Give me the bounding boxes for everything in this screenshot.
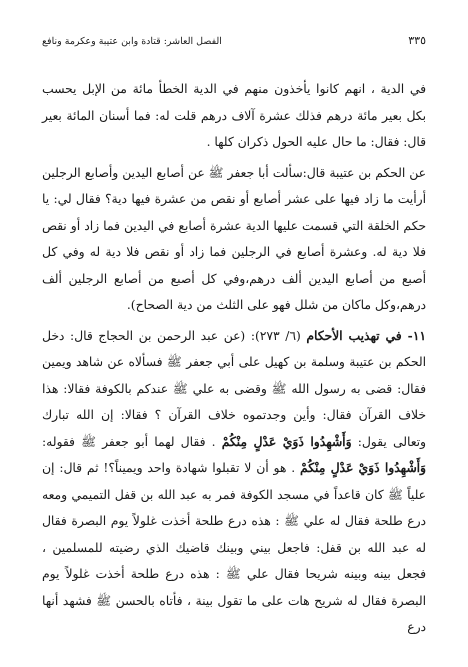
running-title: الفصل العاشر: قتادة وابن عتيبة وعكرمة ونافع xyxy=(42,36,222,47)
source-reference: (٦/ ٢٧٣): xyxy=(245,328,307,343)
narration-text: (عن عبد الرحمن بن الحجاج قال: دخل الحكم بن عتيبة وسلمة بن كهيل على أبي جعفر ﷺ فسألاه عن شاهد ويمين فقال: قضى به رسول الله ﷺ وقضى به علي ﷺ عندكم بالكوفة فقالا: هذا خلاف القرآن فقال: وأين وجدتموه خلاف القرآن ؟ فقالا: إن الله تبارك وتعالى يقول: xyxy=(42,328,426,449)
narration-text: . هو أن لا تقبلوا شهادة واحد ويميناً؟! ثم قال: إن علياً ﷺ كان قاعداً في مسجد الكوفة فمر به عبد الله بن قفل التميمي ومعه درع طلحة فقال له علي ﷺ : هذه درع طلحة أخذت غلولاً يوم البصرة فقال له عبد الله بن قفل: فاجعل بيني وبينك قاضيك الذي رضيته للمسلمين ، فجعل بينه وبينه شريحا فقال علي ﷺ : هذه درع طلحة أخذت غلولاً يوم البصرة فقال له شريح هات على ما تقول بينة ، فأتاه بالحسن ﷺ فشهد أنها درع xyxy=(42,461,426,634)
paragraph-diya-camels: في الدية ، انهم كانوا يأخذون منهم في الدية الخطأ مائة من الإبل يحسب بكل بعير مائة درهم فذلك عشرة آلاف درهم قلت له: فما أسنان المائة بعير قال: فقال: ما حال عليه الحول ذكران كلها . xyxy=(42,82,426,149)
narration-text: . فقال لهما أبو جعفر ﷺ فقوله: xyxy=(42,434,222,449)
page-header xyxy=(42,34,426,50)
quran-quote: وَأَشْهِدُوا ذَوَيْ عَدْلٍ مِنْكُمْ xyxy=(221,433,352,449)
page-number: ٣٣٥ xyxy=(408,34,426,47)
page-body xyxy=(42,76,426,641)
paragraph-witness-oath xyxy=(42,323,426,641)
quran-quote: وَأَشْهِدُوا ذَوَيْ عَدْلٍ مِنْكُمْ xyxy=(300,460,426,475)
hadith-number-source: ١١- في تهذيب الأحكام xyxy=(306,327,426,343)
paragraph-fingers-diya: عن الحكم بن عتيبة قال:سألت أبا جعفر ﷺ عن أصابع اليدين وأصابع الرجلين أرأيت ما زاد فيها على عشر أصابع أو نقص من عشرة فيها دية؟ فقال لي: يا حكم الخلقة التي قسمت عليها الدية عشرة أصابع في اليدين فما زاد أو نقص فلا دية له. وعشرة أصابع في الرجلين فما زاد أو نقص فلا دية له وفي كل أصبع من أصابع اليدين ألف درهم،وفي كل أصبع من أصابع الرجلين ألف درهم،وكل ماكان من شلل فهو على الثلث من دية الصحاح). xyxy=(42,165,426,312)
